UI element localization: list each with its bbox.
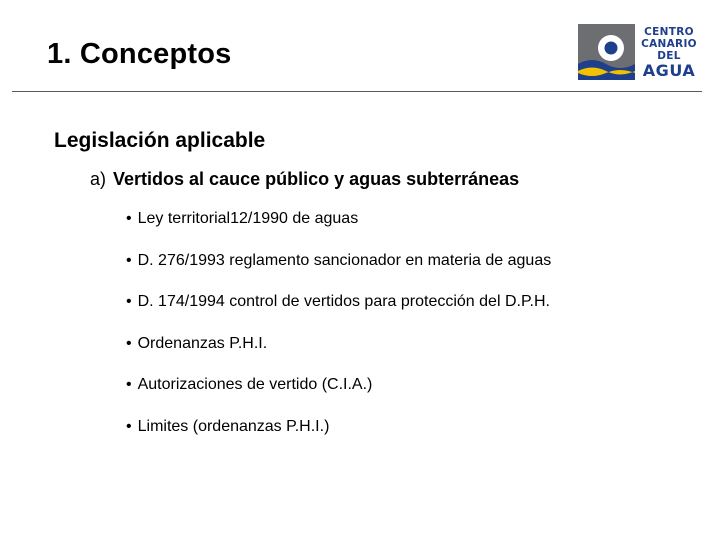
logo-line: AGUA [642,61,696,80]
list-item [126,415,551,457]
list-item [126,207,551,249]
subheading-marker: a) [90,169,107,189]
bullet-icon: • [126,334,132,352]
centro-canario-del-agua-logo [578,24,700,80]
legislation-list [126,207,551,457]
logo-line: CANARIO [641,38,697,50]
logo-line: DEL [657,50,681,62]
list-item-text: D. 276/1993 reglamento sancionador en materia de aguas [137,251,552,269]
bullet-icon: • [126,293,132,311]
bullet-icon: • [126,417,132,435]
list-item [126,249,551,291]
water-drop-logo-icon [578,24,635,80]
title-divider [12,91,702,92]
list-item-text: D. 174/1994 control de vertidos para protección del D.P.H. [137,293,550,311]
list-item-text: Limites (ordenanzas P.H.I.) [137,417,330,435]
list-item-text: Ordenanzas P.H.I. [137,334,268,352]
bullet-icon: • [126,210,132,227]
slide-title: 1. Conceptos [47,38,232,70]
list-item [126,373,551,415]
bullet-icon: • [126,376,132,394]
subheading-text: Vertidos al cauce público y aguas subterráneas [113,169,520,189]
section-heading: Legislación aplicable [54,129,266,152]
bullet-icon: • [126,251,132,269]
logo-wordmark [638,26,700,80]
subheading [90,169,519,190]
list-item-text: Ley territorial12/1990 de aguas [137,210,359,227]
logo-line: CENTRO [644,26,694,38]
list-item-text: Autorizaciones de vertido (C.I.A.) [137,376,373,394]
list-item [126,332,551,374]
list-item [126,290,551,332]
